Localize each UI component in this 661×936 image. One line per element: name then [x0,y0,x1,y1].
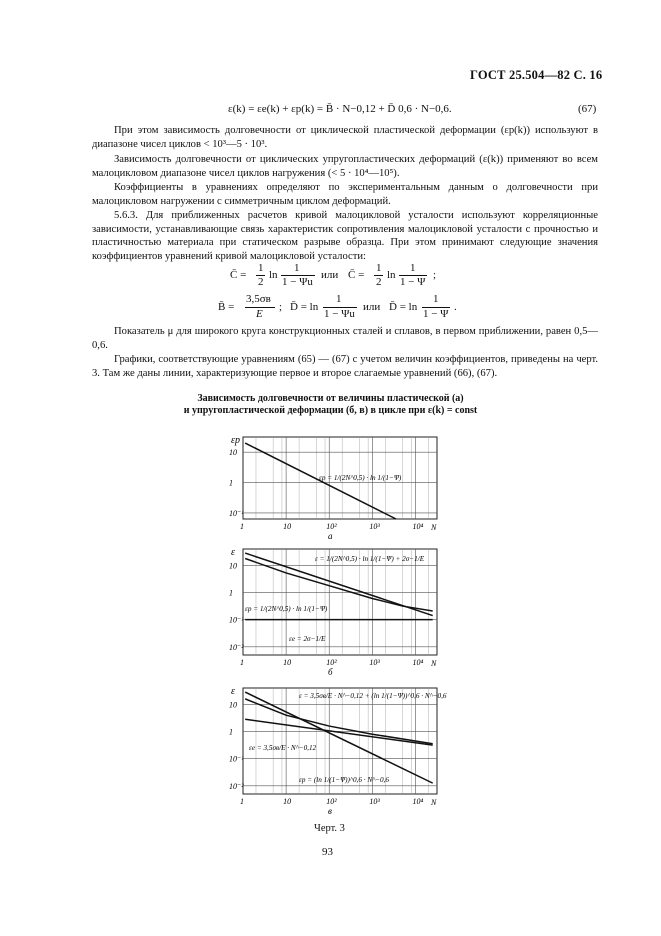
chart-b [215,541,445,679]
c-lhs: C̄ = [230,269,247,281]
page-number: 93 [322,846,333,858]
x-tick-label: 10² [326,658,337,667]
paragraph-3: Коэффициенты в уравнениях определяют по экспериментальным данным о долговечности при малоцикловом нагружении с симметричным циклом деформаций. [92,182,598,207]
coefficient-formula-bd [0,293,661,329]
half2-den: 2 [376,276,382,288]
d2-lhs: D̄ = ln [389,301,418,313]
ln2-text: ln [387,269,396,281]
frac2-den: 1 − Ψ [400,276,426,288]
x-tick-label: 10³ [369,658,380,667]
paragraph-6: Графики, соответствующие уравнениям (65) — (67) с учетом величин коэффициентов, приведены на черт. 3. Там же даны линии, характеризующие первое и второе слагаемые уравнений (66), (67). [92,354,598,379]
y-tick-label: 1 [229,727,233,737]
b-num: 3,5σв [246,293,271,305]
half-den: 2 [258,276,264,288]
annotation-3: εp = (ln 1/(1−Ψ))^0,6 · N^−0,6 [299,776,389,784]
or-text: или [321,269,339,281]
subplot-label: а [328,531,333,541]
x-tick-label: 1 [240,658,244,667]
y-tick-label: 1 [229,588,233,598]
frac-den: 1 − Ψu [282,276,313,288]
x-tick-label: 10 [283,522,292,531]
y-tick-label: 10 [229,700,237,710]
annotation-1: ε = 1/(2N^0,5) · ln 1/(1−Ψ) + 2σ−1/E [315,555,425,563]
half2-num: 1 [376,262,382,274]
y-tick-label: 10 [229,448,237,458]
equation-67-number: (67) [578,103,597,115]
x-axis-label: N [431,798,437,807]
y-tick-label: 1 [229,478,233,488]
x-tick-label: 10³ [369,797,380,806]
d-lhs: D̄ = ln [290,301,319,313]
frac-num: 1 [294,262,300,274]
frac2-num: 1 [410,262,416,274]
x-axis-label: N [431,523,437,532]
y-tick-label: 10⁻² [229,642,244,652]
y-tick-label: 10⁻¹ [229,508,244,518]
figure-number: Черт. 3 [314,823,345,834]
x-tick-label: 10⁴ [412,658,424,667]
y-axis-label: ε [231,547,235,558]
annotation-2: εe = 3,5σв/E · N^−0,12 [249,744,317,752]
ln-text: ln [269,269,278,281]
or2-text: или [363,301,381,313]
y-axis-label: ε [231,686,235,697]
chart-c [215,680,445,818]
semicolon: ; [433,269,437,281]
paragraph-1: При этом зависимость долговечности от циклической пластической деформации (εp(k)) используют в диапазоне чисел циклов < 10³—5 · 10³. [92,125,598,150]
d2-den: 1 − Ψ [423,308,449,320]
y-tick-label: 10⁻¹ [229,615,244,625]
x-tick-label: 1 [240,522,244,531]
x-tick-label: 10 [283,658,292,667]
document-header: ГОСТ 25.504—82 С. 16 [470,68,603,82]
equation-67: ε(k) = εe(k) + εp(k) = B̄ · N−0,12 + D̄ 0,6 · N−0,6. [228,103,452,115]
paragraph-5: Показатель μ для широкого круга конструкционных сталей и сплавов, в первом приближении, равен 0,5—0,6. [92,326,598,351]
y-tick-label: 10⁻² [229,781,244,791]
x-tick-label: 10⁴ [412,522,424,531]
y-tick-label: 10⁻¹ [229,754,244,764]
x-tick-label: 10² [326,522,337,531]
annotation-1: εp = 1/(2N^0,5) · ln 1/(1−Ψ) [319,474,402,482]
y-tick-label: 10 [229,561,237,571]
x-tick-label: 1 [240,797,244,806]
chart-frame [243,549,437,655]
subplot-label: в [328,806,332,816]
x-axis-label: N [431,659,437,668]
annotation-1: ε = 3,5σв/E · N^−0,12 + (ln 1/(1−Ψ))^0,6 · N^−0,6 [299,692,447,700]
annotation-2: εp = 1/(2N^0,5) · ln 1/(1−Ψ) [245,605,328,613]
half-num: 1 [258,262,264,274]
b-den: E [256,308,263,320]
d-num: 1 [336,293,342,305]
x-tick-label: 10⁴ [412,797,424,806]
figure-title-line1: Зависимость долговечности от величины пластической (а) [197,393,464,404]
d-den: 1 − Ψu [324,308,355,320]
annotation-3: εe = 2σ−1/E [289,635,326,643]
c2-lhs: C̄ = [348,269,365,281]
d2-num: 1 [433,293,439,305]
paragraph-2: Зависимость долговечности от циклических упругопластических деформаций (ε(k)) применяют во всем малоцикловом диапазоне чисел циклов нагружения (< 5 · 10⁴—10⁵). [92,154,598,179]
chart-a [215,425,445,545]
b-lhs: B̄ = [218,301,235,313]
subplot-label: б [328,667,333,677]
y-axis-label: εp [231,435,240,446]
end-dot: . [454,301,457,313]
sep: ; [279,301,283,313]
figure-title-line2: и упругопластической деформации (б, в) в цикле при ε(k) = const [183,405,478,416]
x-tick-label: 10 [283,797,292,806]
x-tick-label: 10³ [369,522,380,531]
paragraph-4: 5.6.3. Для приближенных расчетов кривой малоцикловой усталости используют корреляционные зависимости, устанавливающие связь характеристик сопротивления малоцикловой усталости с прочностью и пластичностью материала при статическом разрыве образца. При этом принимают следующие значения коэффициентов уравнений кривой малоцикловой усталости: [92,210,598,262]
x-tick-label: 10² [326,797,337,806]
